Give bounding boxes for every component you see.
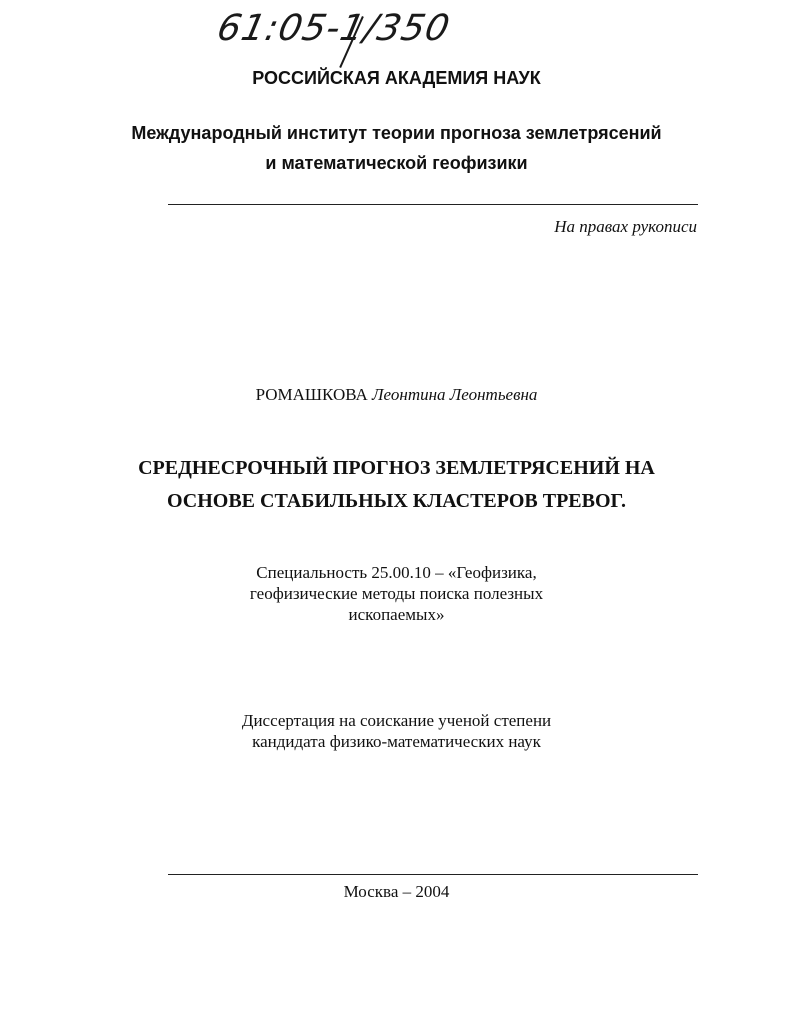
specialty-line-1: Специальность 25.00.10 – «Геофизика, — [256, 563, 537, 582]
rights-note: На правах рукописи — [554, 217, 697, 236]
institute-line-2: и математической геофизики — [265, 153, 528, 173]
institute-line-1: Международный институт теории прогноза землетрясений — [131, 123, 662, 143]
degree-line-2: кандидата физико-математических наук — [252, 732, 541, 751]
degree-block — [0, 710, 793, 752]
specialty-line-2: геофизические методы поиска полезных — [249, 584, 544, 603]
institute-heading — [0, 118, 793, 178]
handwritten-archive-mark: 61:05-1/350 — [213, 8, 454, 49]
author-surname: РОМАШКОВА — [255, 385, 368, 404]
author-given-names: Леонтина Леонтьевна — [372, 385, 538, 404]
top-divider — [168, 204, 698, 205]
specialty-block — [0, 562, 793, 625]
author-name — [0, 385, 793, 405]
degree-line-1: Диссертация на соискание ученой степени — [241, 711, 552, 730]
title-line-2: ОСНОВЕ СТАБИЛЬНЫХ КЛАСТЕРОВ ТРЕВОГ. — [166, 490, 627, 512]
specialty-line-3: ископаемых» — [348, 605, 445, 624]
academy-heading: РОССИЙСКАЯ АКАДЕМИЯ НАУК — [252, 68, 541, 88]
city-year: Москва – 2004 — [343, 882, 450, 901]
bottom-divider — [168, 874, 698, 875]
dissertation-title — [0, 452, 793, 518]
title-line-1: СРЕДНЕСРОЧНЫЙ ПРОГНОЗ ЗЕМЛЕТРЯСЕНИЙ НА — [138, 457, 655, 479]
